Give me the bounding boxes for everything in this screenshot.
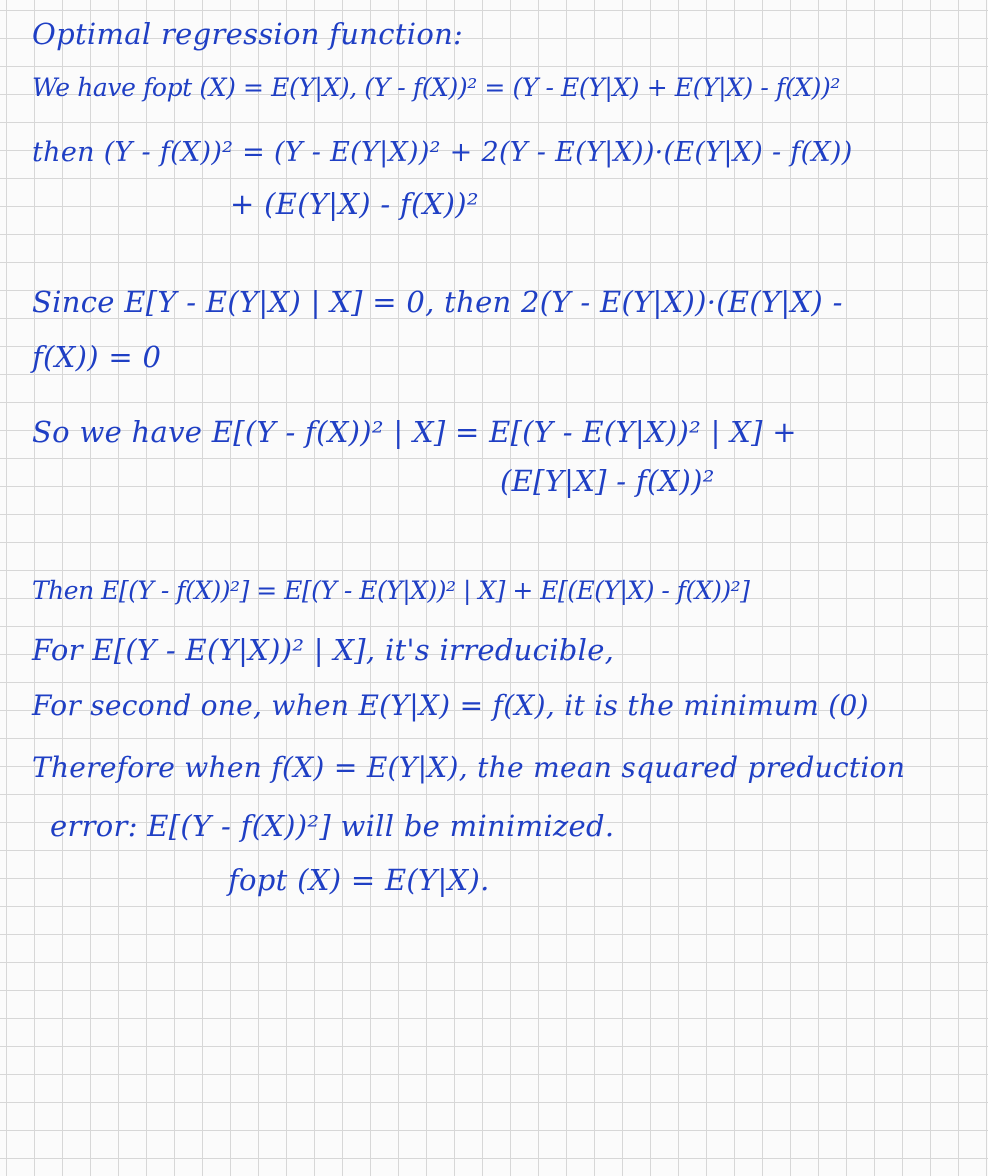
note-line-12: error: E[(Y - f(X))²] will be minimized. — [50, 809, 615, 843]
note-line-6: So we have E[(Y - f(X))² | X] = E[(Y - E(Y|X))² | X] + — [32, 415, 797, 449]
note-line-5: f(X)) = 0 — [32, 340, 162, 374]
note-title: Optimal regression function: — [32, 17, 464, 51]
note-line-11: Therefore when f(X) = E(Y|X), the mean squared preduction — [32, 751, 906, 784]
note-line-3: + (E(Y|X) - f(X))² — [230, 187, 479, 221]
note-line-8: Then E[(Y - f(X))²] = E[(Y - E(Y|X))² | X] + E[(E(Y|X) - f(X))²] — [32, 576, 750, 605]
note-line-2: then (Y - f(X))² = (Y - E(Y|X))² + 2(Y - E(Y|X))·(E(Y|X) - f(X)) — [32, 137, 853, 168]
note-line-9: For E[(Y - E(Y|X))² | X], it's irreducible, — [32, 633, 615, 667]
note-line-10: For second one, when E(Y|X) = f(X), it is the minimum (0) — [32, 689, 869, 722]
note-line-7: (E[Y|X] - f(X))² — [500, 464, 715, 498]
note-line-4: Since E[Y - E(Y|X) | X] = 0, then 2(Y - E(Y|X))·(E(Y|X) - — [32, 285, 843, 319]
note-line-1: We have fopt (X) = E(Y|X), (Y - f(X))² = (Y - E(Y|X) + E(Y|X) - f(X))² — [32, 73, 840, 102]
note-line-13: fopt (X) = E(Y|X). — [228, 863, 490, 897]
